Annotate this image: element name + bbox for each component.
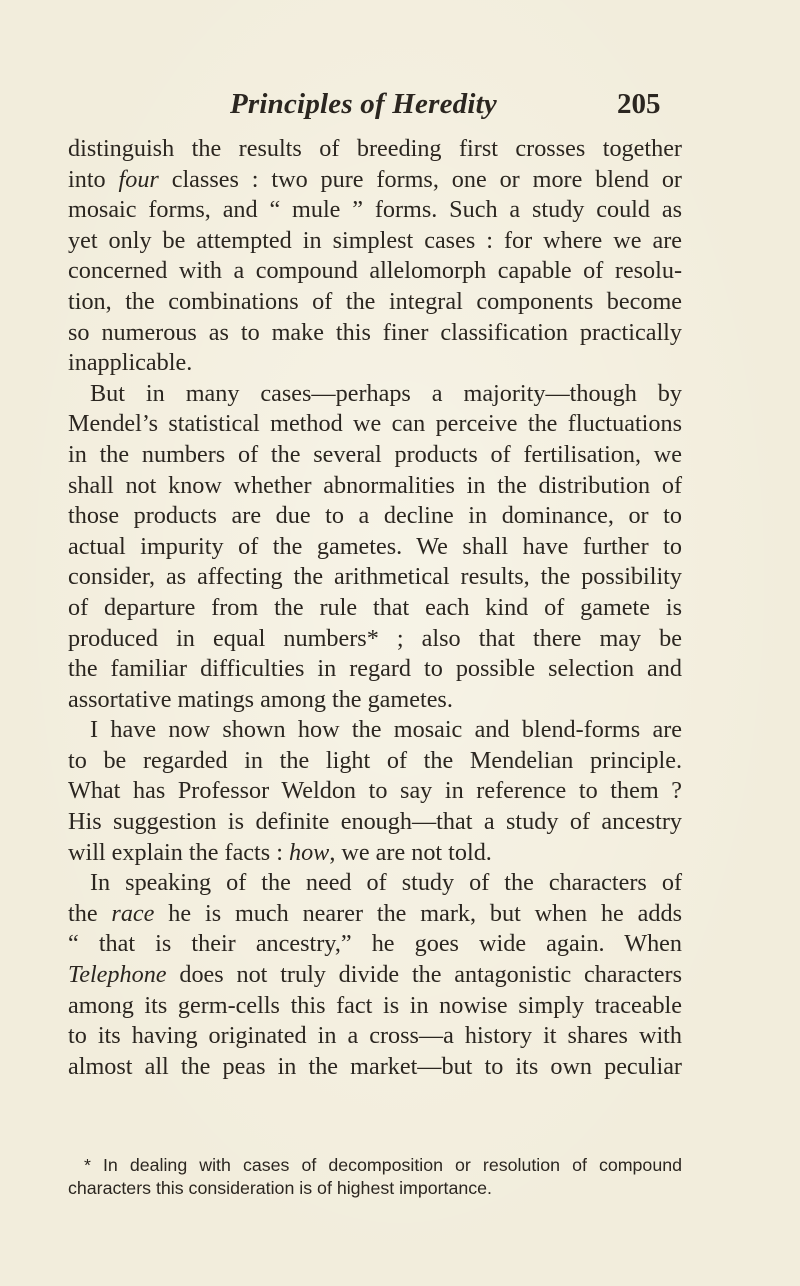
text-line: almost all the peas in the market—but to its own peculiar (68, 1052, 682, 1080)
text-line: What has Professor Weldon to say in reference to them ? (68, 777, 682, 805)
text-line: the race he is much nearer the mark, but when he adds (68, 899, 682, 927)
text-line: But in many cases—perhaps a majority—though by (90, 379, 682, 407)
text-line: the familiar difficulties in regard to possible selection and (68, 655, 682, 683)
emphasis: race (111, 899, 155, 927)
text-line: mosaic forms, and “ mule ” forms. Such a study could as (68, 196, 682, 224)
emphasis: four (118, 165, 159, 193)
text-line: so numerous as to make this finer classification practically (68, 318, 682, 346)
text-line: His suggestion is definite enough—that a study of ancestry (68, 808, 682, 836)
text-line: In speaking of the need of study of the characters of (90, 869, 682, 897)
text-line: actual impurity of the gametes. We shall have further to (68, 532, 682, 560)
running-title: Principles of Heredity (230, 88, 497, 120)
text-line: Telephone does not truly divide the antagonistic characters (68, 961, 682, 989)
text-line: I have now shown how the mosaic and blend-forms are (90, 716, 682, 744)
text-line: of departure from the rule that each kind of gamete is (68, 593, 682, 621)
text-line: distinguish the results of breeding first crosses together (68, 135, 682, 162)
page-number: 205 (617, 88, 661, 120)
text-line: will explain the facts : how, we are not told. (68, 838, 492, 866)
body-text (68, 134, 682, 1082)
text-line: among its germ-cells this fact is in nowise simply traceable (68, 991, 682, 1019)
emphasis: Telephone (68, 961, 167, 989)
text-line: yet only be attempted in simplest cases : for where we are (68, 226, 682, 254)
text-line: to be regarded in the light of the Mendelian principle. (68, 746, 682, 774)
text-line: produced in equal numbers* ; also that there may be (68, 624, 682, 652)
running-head (0, 88, 800, 128)
text-line: tion, the combinations of the integral components become (68, 287, 682, 315)
text-line: consider, as affecting the arithmetical results, the possibility (68, 563, 682, 591)
emphasis: how (288, 838, 330, 866)
text-line: those products are due to a decline in dominance, or to (68, 502, 682, 530)
footnote (68, 1154, 682, 1200)
footnote-line: characters this consideration is of highest importance. (68, 1178, 492, 1198)
text-line: to its having originated in a cross—a history it shares with (68, 1022, 682, 1050)
text-line: “ that is their ancestry,” he goes wide again. When (68, 930, 682, 958)
text-line: shall not know whether abnormalities in the distribution of (68, 471, 682, 499)
text-line: inapplicable. (68, 349, 193, 377)
footnote-line: * In dealing with cases of decomposition or resolution of compound (84, 1155, 682, 1175)
text-line: assortative matings among the gametes. (68, 685, 453, 713)
text-line: Mendel’s statistical method we can perceive the fluctuations (68, 410, 682, 438)
text-line: in the numbers of the several products of fertilisation, we (68, 440, 682, 468)
text-line: concerned with a compound allelomorph capable of resolu- (68, 257, 682, 285)
text-line: into four classes : two pure forms, one or more blend or (68, 165, 682, 193)
